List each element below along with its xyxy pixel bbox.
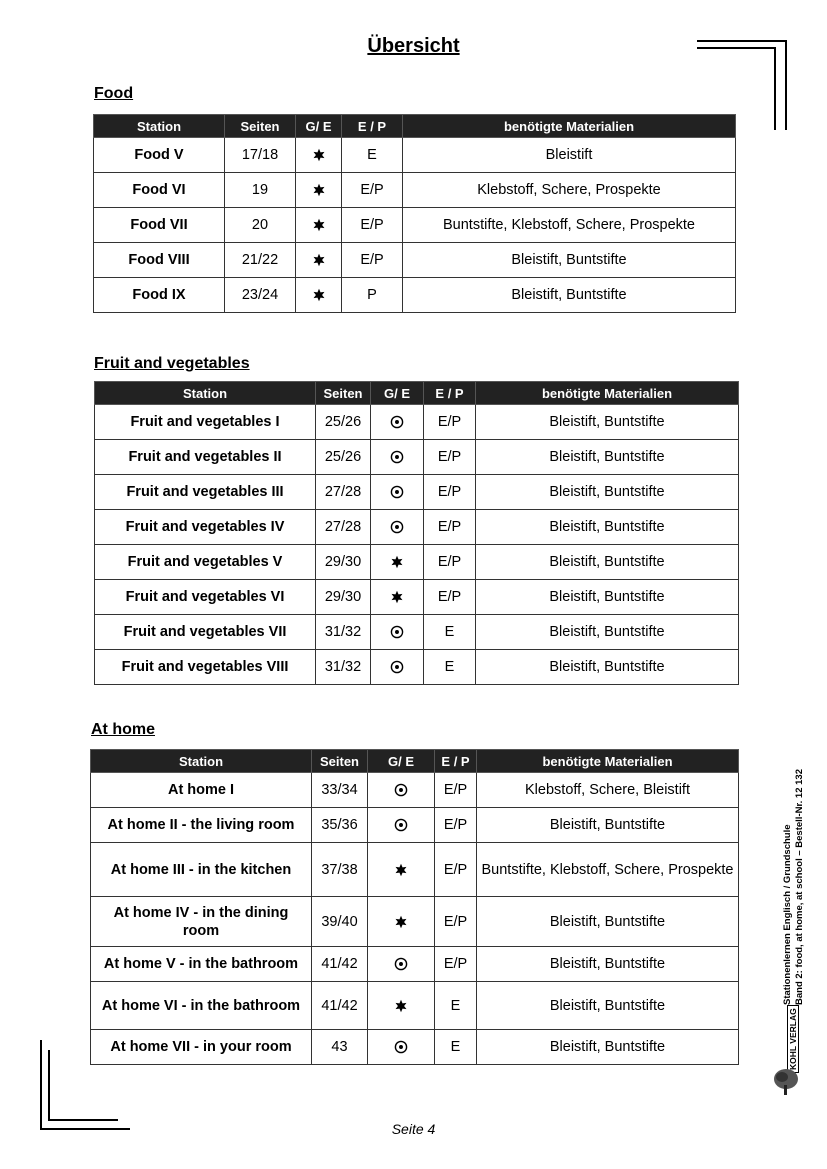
cell-ge xyxy=(296,278,342,313)
side-text xyxy=(782,769,806,1005)
cell-station: At home II - the living room xyxy=(91,808,312,843)
cell-station: At home IV - in the dining room xyxy=(91,897,312,947)
cell-station: Food VIII xyxy=(94,243,225,278)
header-seiten: Seiten xyxy=(316,382,371,405)
circle-dot-icon xyxy=(390,625,404,639)
header-seiten: Seiten xyxy=(312,750,368,773)
cell-station: At home VI - in the bathroom xyxy=(91,982,312,1030)
cell-station: At home I xyxy=(91,773,312,808)
circle-dot-icon xyxy=(390,450,404,464)
cell-materials: Bleistift, Buntstifte xyxy=(477,808,739,843)
corner-line-bottom-v2 xyxy=(48,1050,50,1121)
cell-seiten: 31/32 xyxy=(316,615,371,650)
table-row xyxy=(95,615,739,650)
cell-station: Fruit and vegetables VIII xyxy=(95,650,316,685)
cell-ep: E/P xyxy=(435,843,477,897)
cell-station: Fruit and vegetables VII xyxy=(95,615,316,650)
cell-seiten: 25/26 xyxy=(316,405,371,440)
tree-icon xyxy=(772,1067,806,1097)
cell-ge xyxy=(368,808,435,843)
page-number: Seite 4 xyxy=(391,1121,436,1137)
table-row xyxy=(95,545,739,580)
header-seiten: Seiten xyxy=(225,115,296,138)
circle-dot-icon xyxy=(390,415,404,429)
cell-ep: E/P xyxy=(435,897,477,947)
header-ep: E / P xyxy=(342,115,403,138)
page-title: Übersicht xyxy=(367,35,460,57)
cell-ge xyxy=(371,615,424,650)
cell-ep: E/P xyxy=(424,475,476,510)
cell-materials: Bleistift, Buntstifte xyxy=(476,580,739,615)
header-materials: benötigte Materialien xyxy=(477,750,739,773)
cell-ep: E/P xyxy=(424,510,476,545)
cell-ge xyxy=(371,405,424,440)
star-icon xyxy=(312,218,326,232)
cell-seiten: 27/28 xyxy=(316,510,371,545)
fruit-table-body xyxy=(95,405,739,685)
cell-materials: Bleistift, Buntstifte xyxy=(476,545,739,580)
table-row xyxy=(91,1030,739,1065)
cell-station: Fruit and vegetables V xyxy=(95,545,316,580)
cell-ep: E/P xyxy=(342,208,403,243)
cell-materials: Bleistift, Buntstifte xyxy=(476,615,739,650)
header-ge: G/ E xyxy=(371,382,424,405)
table-row xyxy=(91,982,739,1030)
cell-seiten: 21/22 xyxy=(225,243,296,278)
star-icon xyxy=(390,590,404,604)
cell-station: Food V xyxy=(94,138,225,173)
publisher-logo xyxy=(772,1008,806,1097)
cell-ge xyxy=(371,650,424,685)
cell-materials: Bleistift, Buntstifte xyxy=(476,405,739,440)
table-row xyxy=(91,808,739,843)
cell-station: Fruit and vegetables II xyxy=(95,440,316,475)
cell-materials: Klebstoff, Schere, Prospekte xyxy=(403,173,736,208)
cell-seiten: 41/42 xyxy=(312,947,368,982)
cell-ge xyxy=(368,947,435,982)
cell-seiten: 25/26 xyxy=(316,440,371,475)
cell-materials: Bleistift, Buntstifte xyxy=(476,650,739,685)
circle-dot-icon xyxy=(390,485,404,499)
section-title-food: Food xyxy=(94,85,134,102)
table-row xyxy=(94,243,736,278)
cell-seiten: 35/36 xyxy=(312,808,368,843)
cell-seiten: 41/42 xyxy=(312,982,368,1030)
circle-dot-icon xyxy=(390,660,404,674)
cell-ge xyxy=(368,773,435,808)
cell-materials: Bleistift xyxy=(403,138,736,173)
cell-ep: E/P xyxy=(342,173,403,208)
cell-station: Fruit and vegetables I xyxy=(95,405,316,440)
circle-dot-icon xyxy=(394,1040,408,1054)
header-materials: benötigte Materialien xyxy=(476,382,739,405)
table-row xyxy=(91,947,739,982)
star-icon xyxy=(312,183,326,197)
cell-materials: Bleistift, Buntstifte xyxy=(403,243,736,278)
corner-line-top-h1 xyxy=(697,40,787,42)
cell-ge xyxy=(371,580,424,615)
cell-seiten: 37/38 xyxy=(312,843,368,897)
header-materials: benötigte Materialien xyxy=(403,115,736,138)
table-row xyxy=(94,278,736,313)
header-ge: G/ E xyxy=(296,115,342,138)
cell-ge xyxy=(368,843,435,897)
cell-seiten: 31/32 xyxy=(316,650,371,685)
cell-ep: E xyxy=(424,615,476,650)
header-ep: E / P xyxy=(424,382,476,405)
table-row xyxy=(95,440,739,475)
cell-seiten: 39/40 xyxy=(312,897,368,947)
cell-ge xyxy=(371,545,424,580)
circle-dot-icon xyxy=(394,783,408,797)
corner-line-top-v1 xyxy=(785,40,787,130)
home-table-body xyxy=(91,773,739,1065)
star-icon xyxy=(394,999,408,1013)
cell-ge xyxy=(296,173,342,208)
cell-materials: Bleistift, Buntstifte xyxy=(477,982,739,1030)
cell-materials: Bleistift, Buntstifte xyxy=(477,947,739,982)
cell-ep: E/P xyxy=(424,545,476,580)
cell-station: Fruit and vegetables VI xyxy=(95,580,316,615)
cell-ge xyxy=(296,243,342,278)
fruit-table-header xyxy=(95,382,739,405)
cell-ep: E/P xyxy=(342,243,403,278)
cell-ge xyxy=(371,475,424,510)
circle-dot-icon xyxy=(394,818,408,832)
cell-ep: E xyxy=(435,982,477,1030)
cell-ep: E xyxy=(342,138,403,173)
cell-ep: E xyxy=(424,650,476,685)
cell-seiten: 23/24 xyxy=(225,278,296,313)
cell-station: Food IX xyxy=(94,278,225,313)
table-row xyxy=(91,843,739,897)
cell-seiten: 19 xyxy=(225,173,296,208)
cell-materials: Bleistift, Buntstifte xyxy=(477,1030,739,1065)
table-row xyxy=(95,580,739,615)
publisher-logo-text: KOHL VERLAG xyxy=(787,1005,799,1073)
table-row xyxy=(94,173,736,208)
cell-station: Fruit and vegetables III xyxy=(95,475,316,510)
cell-seiten: 33/34 xyxy=(312,773,368,808)
cell-ep: E/P xyxy=(424,405,476,440)
cell-materials: Bleistift, Buntstifte xyxy=(476,475,739,510)
table-row xyxy=(95,405,739,440)
cell-materials: Bleistift, Buntstifte xyxy=(403,278,736,313)
cell-materials: Klebstoff, Schere, Bleistift xyxy=(477,773,739,808)
side-text-line1: Stationenlernen Englisch / Grundschule xyxy=(782,824,793,1005)
cell-seiten: 29/30 xyxy=(316,580,371,615)
corner-line-top-h2 xyxy=(697,47,775,49)
cell-seiten: 29/30 xyxy=(316,545,371,580)
cell-ge xyxy=(371,510,424,545)
star-icon xyxy=(312,253,326,267)
cell-ge xyxy=(368,982,435,1030)
cell-seiten: 20 xyxy=(225,208,296,243)
table-row xyxy=(91,897,739,947)
cell-ge xyxy=(296,138,342,173)
corner-line-top-v2 xyxy=(774,47,776,130)
home-table xyxy=(90,749,739,1065)
cell-station: Food VII xyxy=(94,208,225,243)
cell-seiten: 43 xyxy=(312,1030,368,1065)
star-icon xyxy=(390,555,404,569)
table-row xyxy=(91,773,739,808)
side-text-line2: Band 2: food, at home, at school – Bestell-Nr. 12 132 xyxy=(794,769,805,1005)
section-title-fruit: Fruit and vegetables xyxy=(94,355,250,372)
cell-seiten: 17/18 xyxy=(225,138,296,173)
cell-ep: E/P xyxy=(435,773,477,808)
star-icon xyxy=(312,288,326,302)
corner-line-bottom-v1 xyxy=(40,1040,42,1130)
cell-ge xyxy=(368,1030,435,1065)
cell-ge xyxy=(368,897,435,947)
cell-materials: Bleistift, Buntstifte xyxy=(476,510,739,545)
cell-ep: E/P xyxy=(424,440,476,475)
food-table-header xyxy=(94,115,736,138)
circle-dot-icon xyxy=(394,957,408,971)
cell-materials: Bleistift, Buntstifte xyxy=(477,897,739,947)
header-station: Station xyxy=(94,115,225,138)
star-icon xyxy=(312,148,326,162)
cell-seiten: 27/28 xyxy=(316,475,371,510)
section-title-home: At home xyxy=(91,721,155,738)
food-table-body xyxy=(94,138,736,313)
cell-ep: E/P xyxy=(424,580,476,615)
cell-materials: Buntstifte, Klebstoff, Schere, Prospekte xyxy=(403,208,736,243)
table-row xyxy=(94,208,736,243)
header-ep: E / P xyxy=(435,750,477,773)
cell-ep: P xyxy=(342,278,403,313)
header-ge: G/ E xyxy=(368,750,435,773)
cell-station: Fruit and vegetables IV xyxy=(95,510,316,545)
header-station: Station xyxy=(95,382,316,405)
cell-ep: E xyxy=(435,1030,477,1065)
table-row xyxy=(95,510,739,545)
cell-station: At home V - in the bathroom xyxy=(91,947,312,982)
cell-station: At home III - in the kitchen xyxy=(91,843,312,897)
cell-ge xyxy=(296,208,342,243)
table-row xyxy=(95,650,739,685)
food-table xyxy=(93,114,736,313)
home-table-header xyxy=(91,750,739,773)
cell-station: Food VI xyxy=(94,173,225,208)
star-icon xyxy=(394,863,408,877)
header-station: Station xyxy=(91,750,312,773)
circle-dot-icon xyxy=(390,520,404,534)
cell-ep: E/P xyxy=(435,947,477,982)
star-icon xyxy=(394,915,408,929)
cell-ep: E/P xyxy=(435,808,477,843)
cell-ge xyxy=(371,440,424,475)
fruit-table xyxy=(94,381,739,685)
cell-station: At home VII - in your room xyxy=(91,1030,312,1065)
table-row xyxy=(94,138,736,173)
cell-materials: Buntstifte, Klebstoff, Schere, Prospekte xyxy=(477,843,739,897)
table-row xyxy=(95,475,739,510)
cell-materials: Bleistift, Buntstifte xyxy=(476,440,739,475)
